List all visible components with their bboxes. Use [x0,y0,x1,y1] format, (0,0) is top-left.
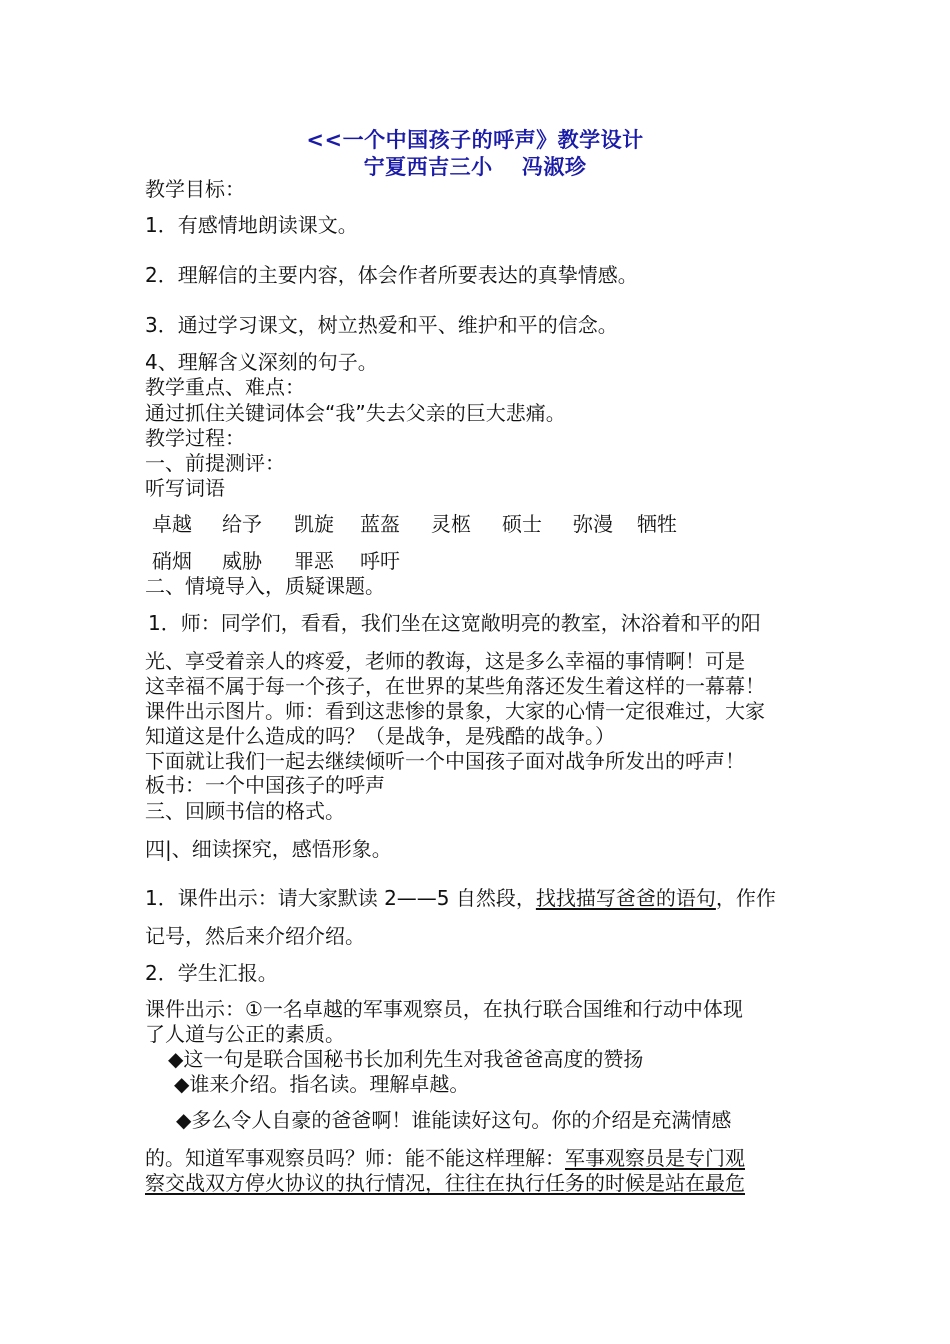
words-row-1 [152,512,697,536]
word: 弥漫 [573,512,613,536]
step-2: 二、情境导入，质疑课题。 [145,574,385,598]
courseware-line-2: 了人道与公正的素质。 [145,1022,345,1046]
dictation-label: 听写词语 [145,476,225,500]
word: 卓越 [152,512,192,536]
step-3: 三、回顾书信的格式。 [145,799,345,823]
word: 呼吁 [360,549,400,573]
key-heading: 教学重点、难点： [145,375,305,399]
word: 硕士 [502,512,542,536]
author-line: 宁夏西吉三小 冯淑珍 [363,155,587,179]
word: 威胁 [222,549,262,573]
bullet-3: ◆多么令人自豪的爸爸啊！谁能读好这句。你的介绍是充满情感 [176,1108,732,1132]
goal-2: 2．理解信的主要内容，体会作者所要表达的真挚情感。 [145,263,638,287]
underlined-text: 军事观察员是专门观 [565,1146,745,1170]
bullet-2: ◆谁来介绍。指名读。理解卓越。 [174,1072,470,1096]
word: 蓝盔 [360,512,400,536]
bullet-3-line-2 [145,1146,745,1170]
bullet-1: ◆这一句是联合国秘书长加利先生对我爸爸高度的赞扬 [168,1047,644,1071]
goal-1: 1．有感情地朗读课文。 [145,213,358,237]
word: 凯旋 [294,512,334,536]
step-1: 一、前提测评： [145,451,285,475]
word: 牺牲 [637,512,677,536]
word: 给予 [222,512,262,536]
board-note: 板书：一个中国孩子的呼声 [145,773,385,797]
word: 罪恶 [294,549,334,573]
underlined-text: 找找描写爸爸的语句 [535,886,716,910]
step-4: 四|、细读探究，感悟形象。 [145,837,392,861]
step-4-para-2: 2．学生汇报。 [145,961,278,985]
word: 硝烟 [152,549,192,573]
text: ，作作 [715,886,776,910]
para-1-line-3: 这幸福不属于每一个孩子，在世界的某些角落还发生着这样的一幕幕！ [145,674,765,698]
process-heading: 教学过程： [145,426,245,450]
para-1-line-1: 1．师：同学们，看看，我们坐在这宽敞明亮的教室，沐浴着和平的阳 [148,611,761,635]
para-1-line-5: 知道这是什么造成的吗？（是战争，是残酷的战争。） [145,724,615,748]
document-title: <<一个中国孩子的呼声》教学设计 [306,128,644,152]
courseware-line-1: 课件出示：①一名卓越的军事观察员，在执行联合国维和行动中体现 [145,997,743,1021]
goal-3: 3．通过学习课文，树立热爱和平、维护和平的信念。 [145,313,618,337]
bullet-3-line-3: 察交战双方停火协议的执行情况，往往在执行任务的时候是站在最危 [145,1171,745,1195]
goal-4: 4、理解含义深刻的句子。 [145,350,378,374]
text: 1．课件出示：请大家默读 2——5 自然段， [145,886,536,910]
para-1-line-6: 下面就让我们一起去继续倾听一个中国孩子面对战争所发出的呼声！ [145,749,745,773]
text: 的。知道军事观察员吗？师：能不能这样理解： [145,1146,565,1170]
word: 灵柩 [431,512,471,536]
key-text: 通过抓住关键词体会“我”失去父亲的巨大悲痛。 [145,401,566,425]
step-4-para-1 [145,886,776,910]
goals-heading: 教学目标： [145,177,245,201]
words-row-2 [152,549,420,573]
para-1-line-2: 光、享受着亲人的疼爱，老师的教诲，这是多么幸福的事情啊！可是 [145,649,745,673]
para-1-line-4: 课件出示图片。师：看到这悲惨的景象，大家的心情一定很难过，大家 [145,699,765,723]
step-4-para-1-line-2: 记号，然后来介绍介绍。 [145,924,365,948]
